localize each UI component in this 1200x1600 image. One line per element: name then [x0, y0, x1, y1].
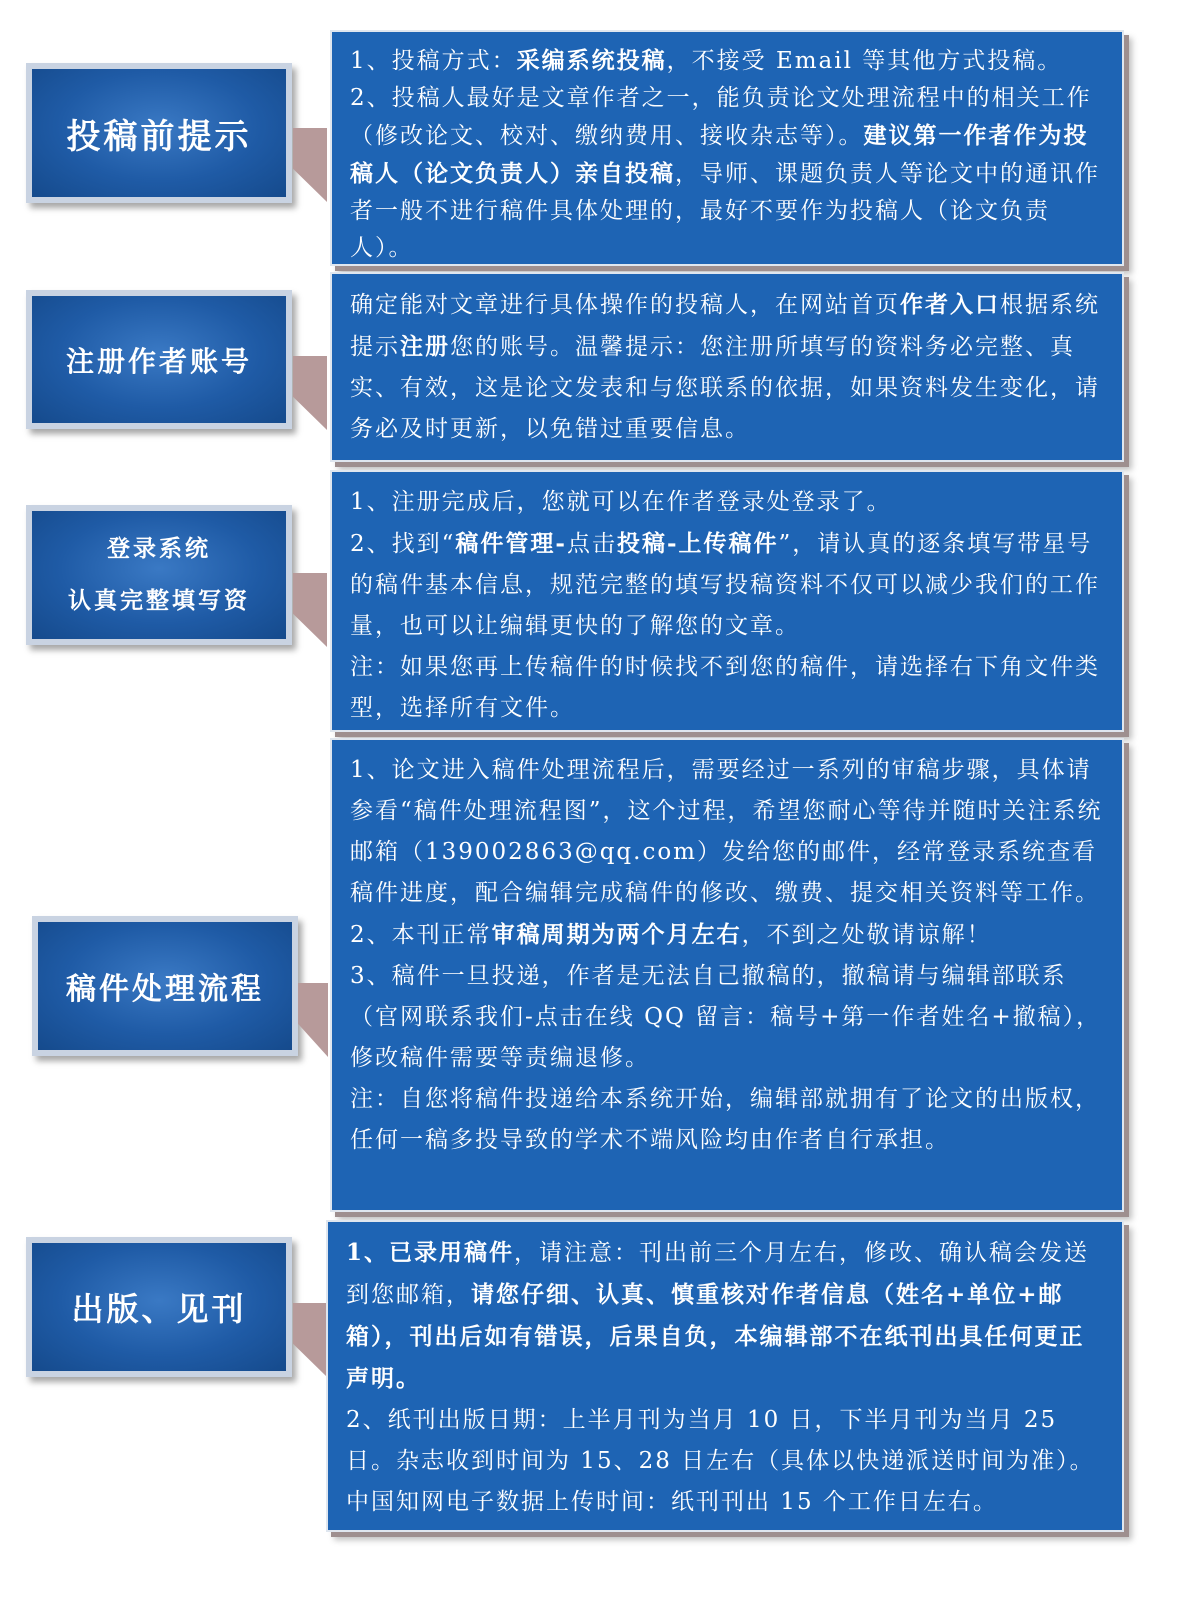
step-label-text-line-2: 认真完整填写资 — [68, 587, 250, 614]
step-label-submission-tips — [32, 69, 286, 197]
emphasis-text: 投稿-上传稿件 — [616, 530, 779, 557]
step-label-text: 出版、见刊 — [71, 1290, 247, 1328]
body-text: 2、找到“ — [350, 531, 456, 557]
body-text: 2、投稿人最好是文章作者之一，能负责论文处理流程中的相关工作（修改论文、校对、缴纳费用、接收杂志等）。 — [350, 85, 1092, 149]
step-paragraph — [350, 284, 1104, 450]
step-label-login-fill-info — [32, 511, 286, 639]
step-paragraph — [350, 956, 1104, 1079]
step-box-publication — [326, 1220, 1124, 1532]
step-paragraph — [350, 42, 1104, 80]
body-text: 2、纸刊出版日期：上半月刊为当月 10 日，下半月刊为当月 25 日。杂志收到时间为 15、28 日左右（具体以快递派送时间为准）。中国知网电子数据上传时间：纸刊刊出 15 个工作日左右。 — [346, 1407, 1095, 1515]
body-text: ”，请认真的逐条填写带星号的稿件基本信息，规范完整的填写投稿资料不仅可以减少我们的工作量，也可以让编辑更快的了解您的文章。 — [350, 531, 1100, 639]
step-paragraph — [346, 1400, 1104, 1523]
step-label-processing-flow — [38, 922, 292, 1050]
step-paragraph — [350, 482, 1104, 523]
emphasis-text: 稿件管理- — [455, 530, 567, 557]
body-text: 1、注册完成后，您就可以在作者登录处登录了。 — [350, 489, 892, 515]
step-box-submission-tips — [330, 30, 1124, 266]
connector-arrow — [293, 573, 327, 647]
step-box-login-fill-info — [330, 470, 1124, 732]
connector-arrow — [293, 356, 327, 430]
step-paragraph — [350, 750, 1104, 914]
connector-arrow — [293, 128, 327, 202]
connector-arrow — [293, 1303, 327, 1377]
step-paragraph — [350, 914, 1104, 956]
emphasis-text: 采编系统投稿 — [516, 47, 667, 74]
body-text: ，不到之处敬请谅解！ — [741, 922, 992, 948]
body-text: 1、投稿方式： — [350, 48, 517, 74]
body-text: 2、本刊正常 — [350, 922, 492, 948]
body-text: 3、稿件一旦投递，作者是无法自己撤稿的，撤稿请与编辑部联系（官网联系我们-点击在线 QQ 留言：稿号+第一作者姓名+撤稿），修改稿件需要等责编退修。 — [350, 963, 1102, 1071]
body-text: ，导师、课题负责人等论文中的通讯作者一般不进行稿件具体处理的，最好不要作为投稿人（论文负责人）。 — [350, 161, 1100, 261]
step-paragraph — [350, 80, 1104, 267]
step-box-processing-flow — [330, 738, 1124, 1212]
body-text: 注：自您将稿件投递给本系统开始，编辑部就拥有了论文的出版权，任何一稿多投导致的学术不端风险均由作者自行承担。 — [350, 1086, 1100, 1153]
connector-arrow — [298, 983, 328, 1057]
step-label-publication — [32, 1243, 286, 1371]
emphasis-text: 注册 — [400, 333, 450, 360]
emphasis-text: 审稿周期为两个月左右 — [491, 921, 742, 948]
step-paragraph — [350, 647, 1104, 729]
body-text: 确定能对文章进行具体操作的投稿人，在网站首页 — [350, 292, 900, 318]
body-text: 根据系统提示 — [350, 292, 1100, 360]
body-text: ，请注意：刊出前三个月左右，修改、确认稿会发送到您邮箱， — [346, 1240, 1090, 1308]
emphasis-text: 作者入口 — [900, 291, 1000, 318]
body-text: 点击 — [566, 531, 617, 557]
step-paragraph — [350, 1079, 1104, 1161]
body-text: 注：如果您再上传稿件的时候找不到您的稿件，请选择右下角文件类型，选择所有文件。 — [350, 654, 1100, 721]
emphasis-text: 建议第一作者作为投稿人（论文负责人）亲自投稿 — [350, 122, 1089, 187]
body-text: ，不接受 Email 等其他方式投稿。 — [666, 48, 1063, 74]
emphasis-text: 1、已录用稿件 — [346, 1239, 515, 1266]
body-text: 您的账号。温馨提示：您注册所填写的资料务必完整、真实、有效，这是论文发表和与您联系的依据，如果资料发生变化，请务必及时更新，以免错过重要信息。 — [350, 334, 1100, 442]
step-label-text: 注册作者账号 — [65, 344, 252, 378]
step-label-text: 投稿前提示 — [66, 116, 252, 157]
step-box-register-account — [330, 272, 1124, 462]
emphasis-text: 请您仔细、认真、慎重核对作者信息（姓名+单位+邮箱），刊出后如有错误，后果自负，本编辑部不在纸刊出具任何更正声明。 — [346, 1281, 1085, 1392]
step-label-register-account — [32, 296, 286, 423]
step-paragraph — [350, 523, 1104, 647]
step-paragraph — [346, 1232, 1104, 1400]
step-label-text-line-1: 登录系统 — [107, 535, 211, 562]
body-text: 1、论文进入稿件处理流程后，需要经过一系列的审稿步骤，具体请参看“稿件处理流程图”，这个过程，希望您耐心等待并随时关注系统邮箱（139002863@qq.com）发给您的邮件，经常登录系统查看稿件进度，配合编辑完成稿件的修改、缴费、提交相关资料等工作。 — [350, 757, 1103, 906]
step-label-text: 稿件处理流程 — [66, 972, 264, 1007]
